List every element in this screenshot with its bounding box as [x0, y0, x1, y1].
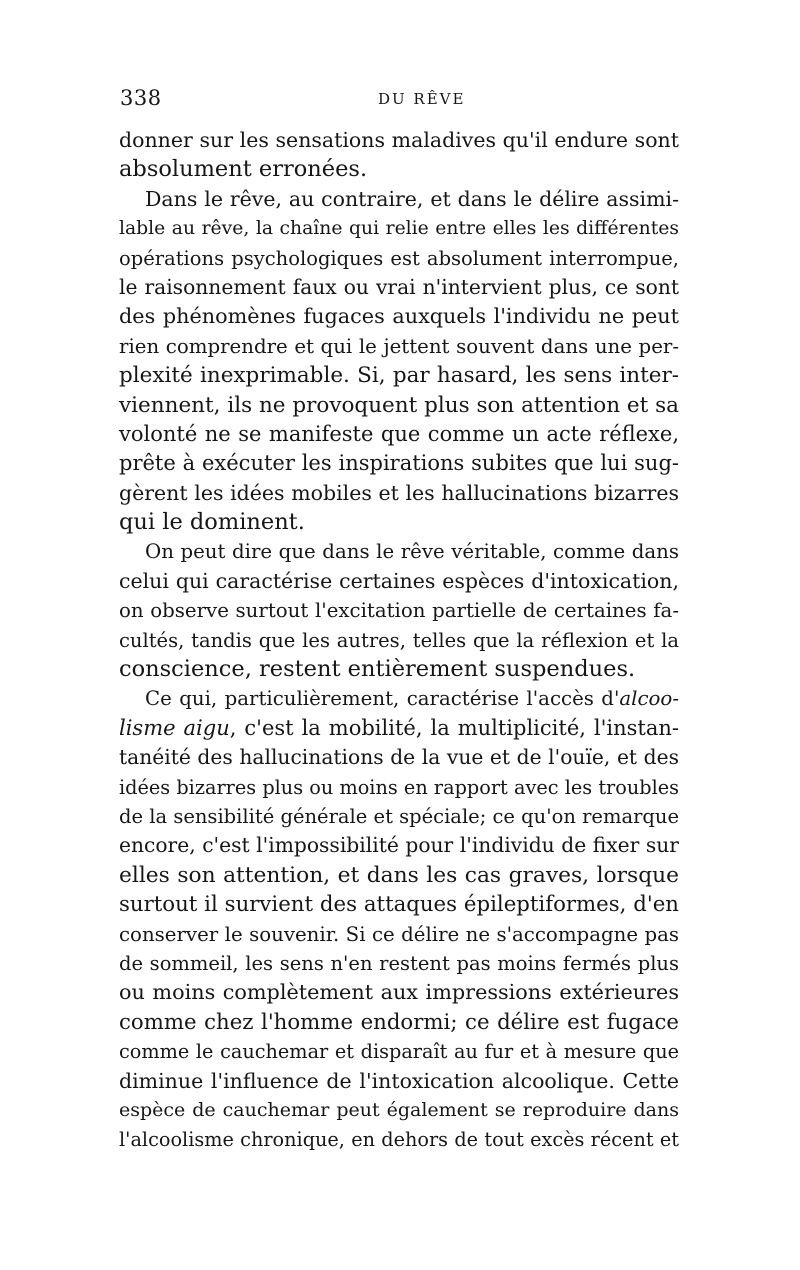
text-line: viennent, ils ne provoquent plus son attention et sa: [119, 392, 679, 418]
text-line: de la sensibilité générale et spéciale; ce qu'on remarque: [119, 804, 679, 828]
text-line: espèce de cauchemar peut également se reproduire dans: [119, 1098, 679, 1121]
text-line: rien comprendre et qui le jettent souvent dans une per-: [119, 334, 679, 358]
text-line: lisme aigu, c'est la mobilité, la multiplicité, l'instan-: [119, 715, 679, 740]
text-line: idées bizarres plus ou moins en rapport avec les troubles: [119, 775, 679, 799]
text-line: On peut dire que dans le rêve véritable, comme dans: [145, 540, 679, 564]
text-line: Dans le rêve, au contraire, et dans le délire assimi-: [145, 186, 679, 211]
italic-term: alcoo-: [619, 687, 679, 711]
text-line: donner sur les sensations maladives qu'il endure sont: [119, 128, 679, 152]
text-line: l'alcoolisme chronique, en dehors de tout excès récent et: [119, 1128, 679, 1152]
running-title: DU RÊVE: [378, 90, 466, 108]
text-line: des phénomènes fugaces auxquels l'individu ne peut: [119, 304, 679, 329]
body-text: [119, 126, 679, 1155]
text-line: tanéité des hallucinations de la vue et de l'ouïe, et des: [119, 745, 679, 770]
text-line: qui le dominent.: [119, 509, 305, 536]
text-line: le raisonnement faux ou vrai n'intervient plus, ce sont: [119, 274, 679, 299]
text-line: cultés, tandis que les autres, telles que la réflexion et la: [119, 628, 679, 652]
text-line: comme chez l'homme endormi; ce délire est fugace: [119, 1009, 679, 1035]
text-line: encore, c'est l'impossibilité pour l'individu de fixer sur: [119, 833, 679, 858]
text-line: Ce qui, particulièrement, caractérise l'accès d'alcoo-: [145, 687, 679, 711]
text-line: conscience, restent entièrement suspendues.: [119, 656, 636, 683]
text-line: surtout il survient des attaques épileptiformes, d'en: [119, 892, 679, 918]
text-line: diminue l'influence de l'intoxication alcoolique. Cette: [119, 1068, 679, 1093]
text-line: conserver le souvenir. Si ce délire ne s'accompagne pas: [119, 922, 679, 946]
italic-term: lisme aigu: [119, 715, 230, 740]
text-line: lable au rêve, la chaîne qui relie entre elles les différentes: [119, 218, 679, 240]
text-line: opérations psychologiques est absolument interrompue,: [119, 246, 679, 270]
text-line: celui qui caractérise certaines espèces d'intoxication,: [119, 568, 679, 593]
text-line: plexité inexprimable. Si, par hasard, les sens inter-: [119, 363, 679, 389]
text-line: absolument erronées.: [119, 156, 368, 183]
text-line: prête à exécuter les inspirations subites que lui sug-: [119, 451, 679, 476]
text-line: comme le cauchemar et disparaît au fur et à mesure que: [119, 1040, 679, 1064]
text-line: on observe surtout l'excitation partielle de certaines fa-: [119, 599, 679, 623]
text-line: volonté ne se manifeste que comme un acte réflexe,: [119, 421, 679, 446]
text-line: de sommeil, les sens n'en restent pas moins fermés plus: [119, 951, 679, 975]
text-line: ou moins complètement aux impressions extérieures: [119, 980, 679, 1005]
text-line: gèrent les idées mobiles et les hallucinations bizarres: [119, 480, 679, 505]
text-line: elles son attention, et dans les cas graves, lorsque: [119, 862, 679, 888]
running-head: [120, 86, 680, 116]
page-number: 338: [120, 86, 162, 110]
